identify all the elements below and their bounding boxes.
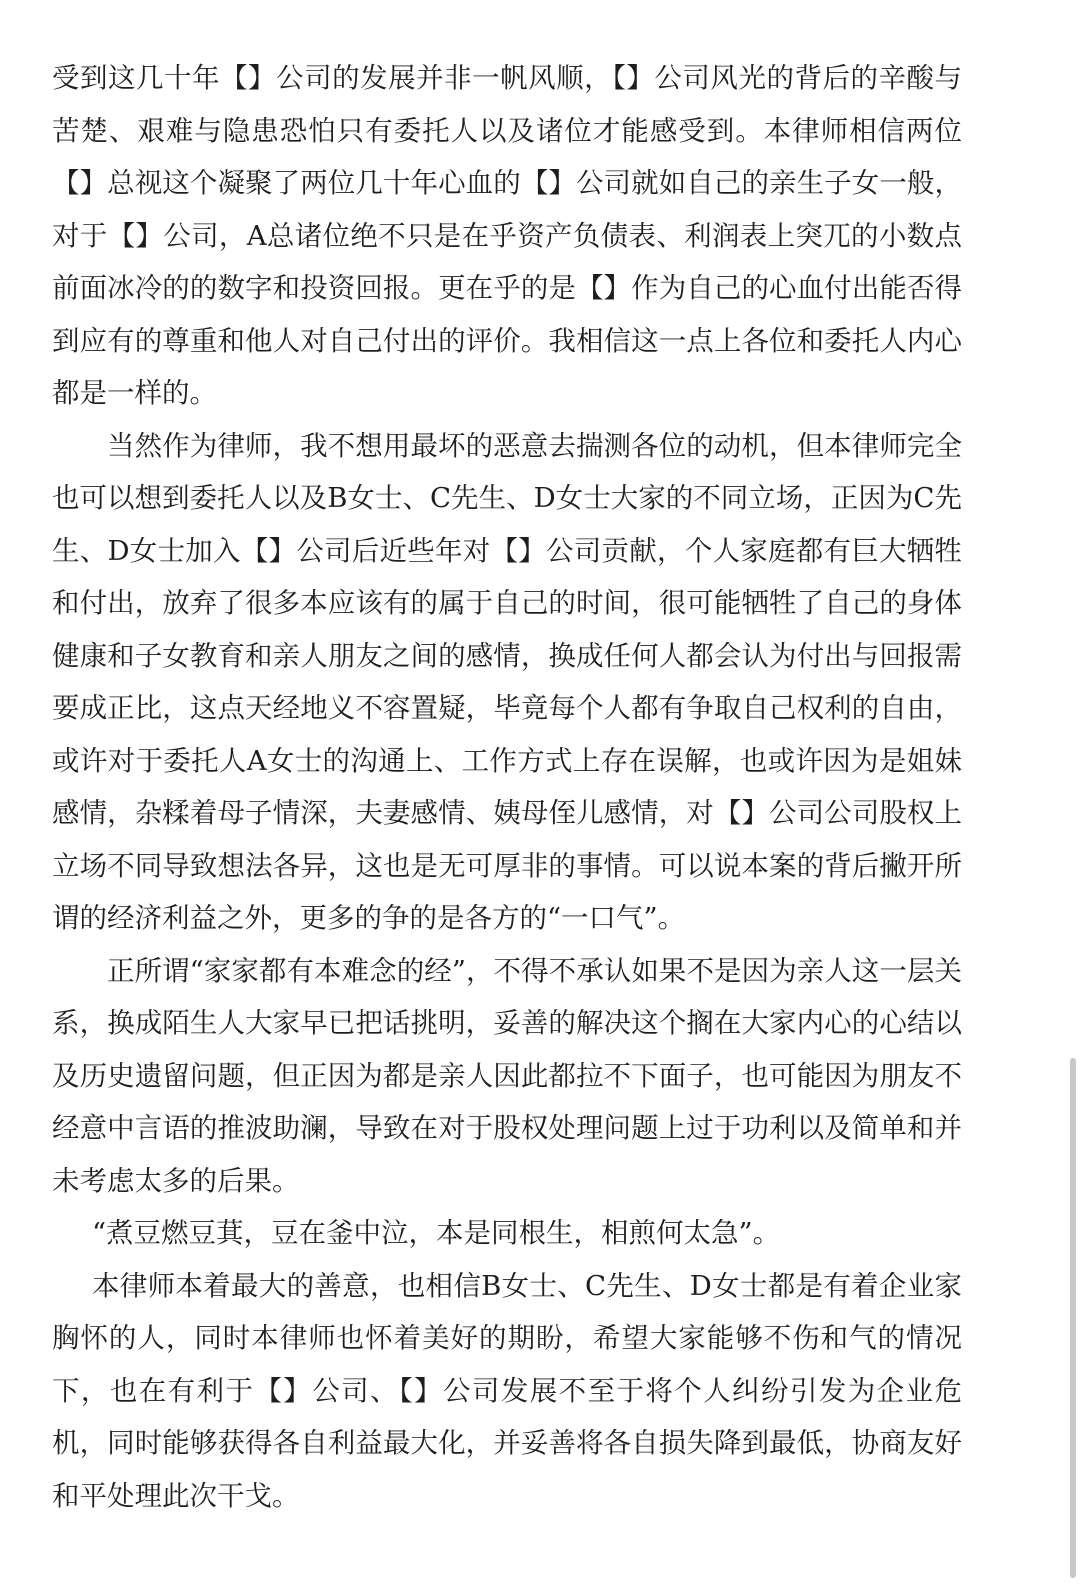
paragraph-5: 本律师本着最大的善意，也相信B女士、C先生、D女士都是有着企业家胸怀的人，同时本律师也怀着美好的期盼，希望大家能够不伤和气的情况下，也在有利于【】公司、【】公司发展不至于将个人纠纷引发为企业危机，同时能够获得各自利益最大化，并妥善将各自损失降到最低，协商友好和平处理此次干戈。 (52, 1269, 962, 1512)
paragraph-3: 正所谓“家家都有本难念的经”，不得不承认如果不是因为亲人这一层关系，换成陌生人大家早已把话挑明，妥善的解决这个搁在大家内心的心结以及历史遗留问题，但正因为都是亲人因此都拉不下面子，也可能因为朋友不经意中言语的推波助澜，导致在对于股权处理问题上过于功利以及简单和并未考虑太多的后果。 (52, 954, 962, 1197)
paragraph-1: 受到这几十年【】公司的发展并非一帆风顺，【】公司风光的背后的辛酸与苦楚、艰难与隐患恐怕只有委托人以及诸位才能感受到。本律师相信两位【】总视这个凝聚了两位几十年心血的【】公司就如自己的亲生子女一般，对于【】公司，A总诸位绝不只是在乎资产负债表、利润表上突兀的小数点前面冰冷的的数字和投资回报。更在乎的是【】作为自己的心血付出能否得到应有的尊重和他人对自己付出的评价。我相信这一点上各位和委托人内心都是一样的。 (52, 62, 962, 409)
document-body (52, 52, 962, 1522)
paragraph-4: “煮豆燃豆萁，豆在釜中泣，本是同根生，相煎何太急”。 (92, 1217, 781, 1249)
scrollbar[interactable] (1070, 1058, 1076, 1578)
paragraph-2: 当然作为律师，我不想用最坏的恶意去揣测各位的动机，但本律师完全也可以想到委托人以及B女士、C先生、D女士大家的不同立场，正因为C先生、D女士加入【】公司后近些年对【】公司贡献，个人家庭都有巨大牺牲和付出，放弃了很多本应该有的属于自己的时间，很可能牺牲了自己的身体健康和子女教育和亲人朋友之间的感情，换成任何人都会认为付出与回报需要成正比，这点天经地义不容置疑，毕竟每个人都有争取自己权利的自由，或许对于委托人A女士的沟通上、工作方式上存在误解，也或许因为是姐妹感情，杂糅着母子情深，夫妻感情、姨母侄儿感情，对【】公司公司股权上立场不同导致想法各异，这也是无可厚非的事情。可以说本案的背后撇开所谓的经济利益之外，更多的争的是各方的“一口气”。 (52, 429, 962, 934)
